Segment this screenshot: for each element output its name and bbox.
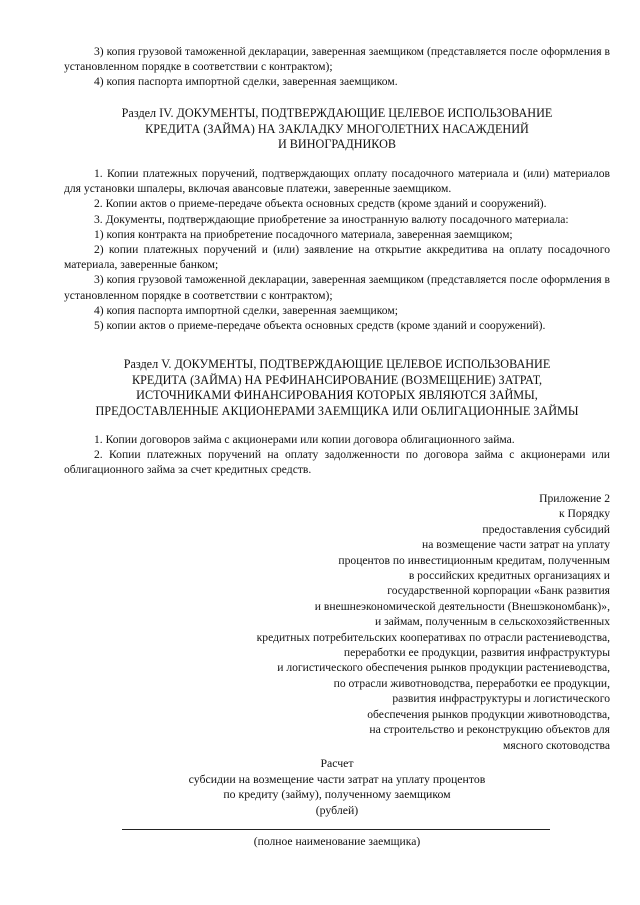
appendix-line: на строительство и реконструкцию объектов для — [369, 723, 610, 737]
appendix-line: к Порядку — [559, 507, 610, 521]
appendix-header — [170, 491, 610, 753]
top-items — [64, 44, 610, 90]
list-item: 1. Копии платежных поручений, подтверждающих оплату посадочного материала и (или) материалов для установки шпалеры, включая авансовые платежи, заверенные заемщиком. — [64, 167, 610, 196]
list-item: 3. Документы, подтверждающие приобретение за иностранную валюту посадочного материала: — [94, 212, 569, 226]
list-item: 1. Копии договоров займа с акционерами или копии договора облигационного займа. — [94, 433, 515, 446]
list-item: 1) копия контракта на приобретение посадочного материала, заверенная заемщиком; — [94, 227, 513, 241]
heading-line: Раздел V. ДОКУМЕНТЫ, ПОДТВЕРЖДАЮЩИЕ ЦЕЛЕВОЕ ИСПОЛЬЗОВАНИЕ — [123, 357, 551, 371]
heading-line: И ВИНОГРАДНИКОВ — [277, 137, 397, 151]
heading-line: КРЕДИТА (ЗАЙМА) НА РЕФИНАНСИРОВАНИЕ (ВОЗМЕЩЕНИЕ) ЗАТРАТ, — [131, 372, 543, 387]
heading-line: ПРЕДОСТАВЛЕННЫЕ АКЦИОНЕРАМИ ЗАЕМЩИКА ИЛИ ОБЛИГАЦИОННЫЕ ЗАЙМЫ — [95, 403, 579, 418]
appendix-line: на возмещение части затрат на уплату — [422, 538, 610, 552]
appendix-line: Приложение 2 — [539, 492, 610, 505]
section5-items — [64, 432, 610, 478]
calculation-title-line: субсидии на возмещение части затрат на уплату процентов — [188, 771, 486, 786]
appendix-line: в российских кредитных организациях и — [408, 569, 610, 583]
list-item: 3) копия грузовой таможенной декларации, заверенная заемщиком (представляется после оформления в установленном порядке в соответствии с контрактом); — [64, 273, 610, 302]
list-item: 4) копия паспорта импортной сделки, заверенная заемщиком. — [94, 75, 398, 89]
appendix-line: процентов по инвестиционным кредитам, полученным — [338, 553, 610, 567]
calculation-title — [64, 756, 610, 818]
appendix-line: кредитных потребительских кооперативах по отрасли растениеводства, — [256, 630, 610, 644]
appendix-line: и внешнеэкономической деятельности (Внешэкономбанк)», — [314, 599, 610, 613]
list-item: 4) копия паспорта импортной сделки, заверенная заемщиком; — [94, 303, 398, 317]
section4-heading — [64, 106, 610, 153]
heading-line: КРЕДИТА (ЗАЙМА) НА ЗАКЛАДКУ МНОГОЛЕТНИХ НАСАЖДЕНИЙ — [145, 121, 529, 136]
list-item: 2. Копии платежных поручений на оплату задолженности по договора займа с акционерами или облигационного займа за счет кредитных средств. — [64, 448, 610, 477]
heading-line: ИСТОЧНИКАМИ ФИНАНСИРОВАНИЯ КОТОРЫХ ЯВЛЯЮТСЯ ЗАЙМЫ, — [136, 388, 538, 402]
appendix-line: и займам, полученным в сельскохозяйственных — [374, 615, 610, 629]
calculation-title-line: по кредиту (займу), полученному заемщиком — [223, 787, 451, 802]
borrower-name-line — [122, 829, 550, 830]
section5-heading — [64, 357, 610, 419]
appendix-line: мясного скотоводства — [503, 738, 610, 752]
appendix-line: предоставления субсидий — [482, 522, 610, 536]
calculation-title-line: Расчет — [320, 756, 354, 770]
list-item: 3) копия грузовой таможенной декларации, заверенная заемщиком (представляется после оформления в установленном порядке в соответствии с контрактом); — [64, 45, 610, 74]
list-item: 2) копии платежных поручений и (или) заявление на открытие аккредитива на оплату посадочного материала, заверенные банком; — [64, 243, 610, 272]
heading-line: Раздел IV. ДОКУМЕНТЫ, ПОДТВЕРЖДАЮЩИЕ ЦЕЛЕВОЕ ИСПОЛЬЗОВАНИЕ — [121, 106, 553, 120]
appendix-line: и логистического обеспечения рынков продукции растениеводства, — [277, 661, 610, 675]
appendix-line: обеспечения рынков продукции животноводства, — [367, 707, 610, 721]
appendix-line: развития инфраструктуры и логистического — [392, 692, 610, 706]
appendix-line: государственной корпорации «Банк развития — [387, 584, 610, 598]
calculation-title-line: (рублей) — [315, 802, 359, 817]
appendix-line: по отрасли животноводства, переработки ее продукции, — [333, 676, 610, 690]
appendix-line: переработки ее продукции, развития инфраструктуры — [343, 646, 610, 660]
list-item: 2. Копии актов о приеме-передаче объекта основных средств (кроме зданий и сооружений). — [94, 197, 547, 211]
section4-items — [64, 166, 610, 333]
borrower-name-caption: (полное наименование заемщика) — [253, 835, 421, 848]
list-item: 5) копии актов о приеме-передаче объекта основных средств (кроме зданий и сооружений). — [94, 319, 546, 333]
